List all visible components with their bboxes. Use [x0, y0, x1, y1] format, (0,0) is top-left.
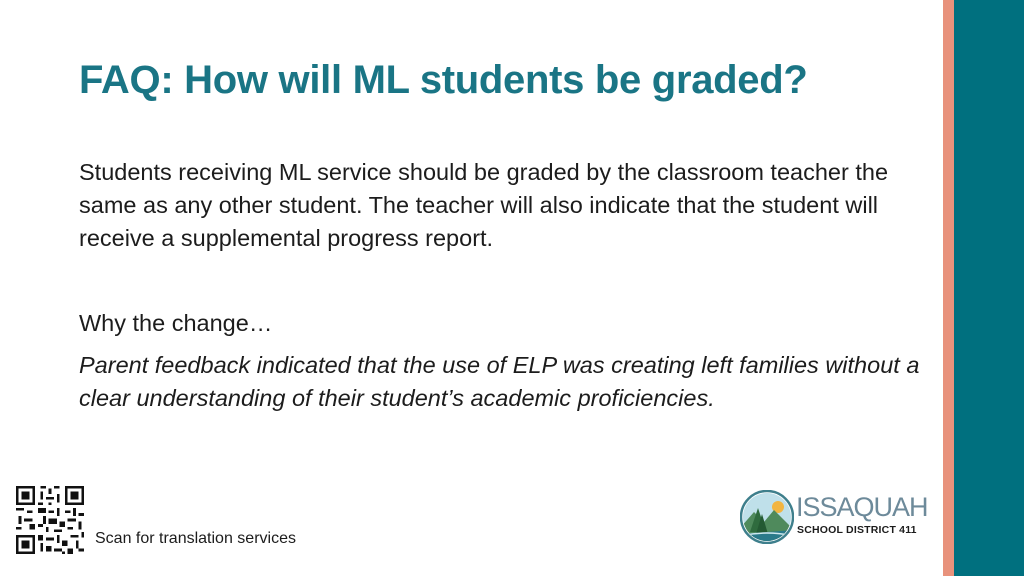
logo-wordmark: ISSAQUAH [796, 492, 928, 522]
logo-subtitle: SCHOOL DISTRICT 411 [797, 524, 917, 536]
why-explanation: Parent feedback indicated that the use of ELP was creating left families without a clear understanding of their student’s academic proficiencies. [79, 352, 920, 411]
answer-paragraph: Students receiving ML service should be graded by the classroom teacher the same as any other student. The teacher will also indicate that the student will receive a supplemental progress report. [79, 159, 889, 251]
mountain-logo-icon [740, 490, 794, 544]
accent-bar [954, 0, 1024, 576]
why-heading: Why the change… [79, 310, 273, 336]
slide-title: FAQ: How will ML students be graded? [79, 58, 808, 102]
accent-stripe [943, 0, 954, 576]
qr-caption: Scan for translation services [95, 530, 296, 547]
district-logo [740, 488, 930, 548]
qr-code-icon [16, 486, 84, 554]
